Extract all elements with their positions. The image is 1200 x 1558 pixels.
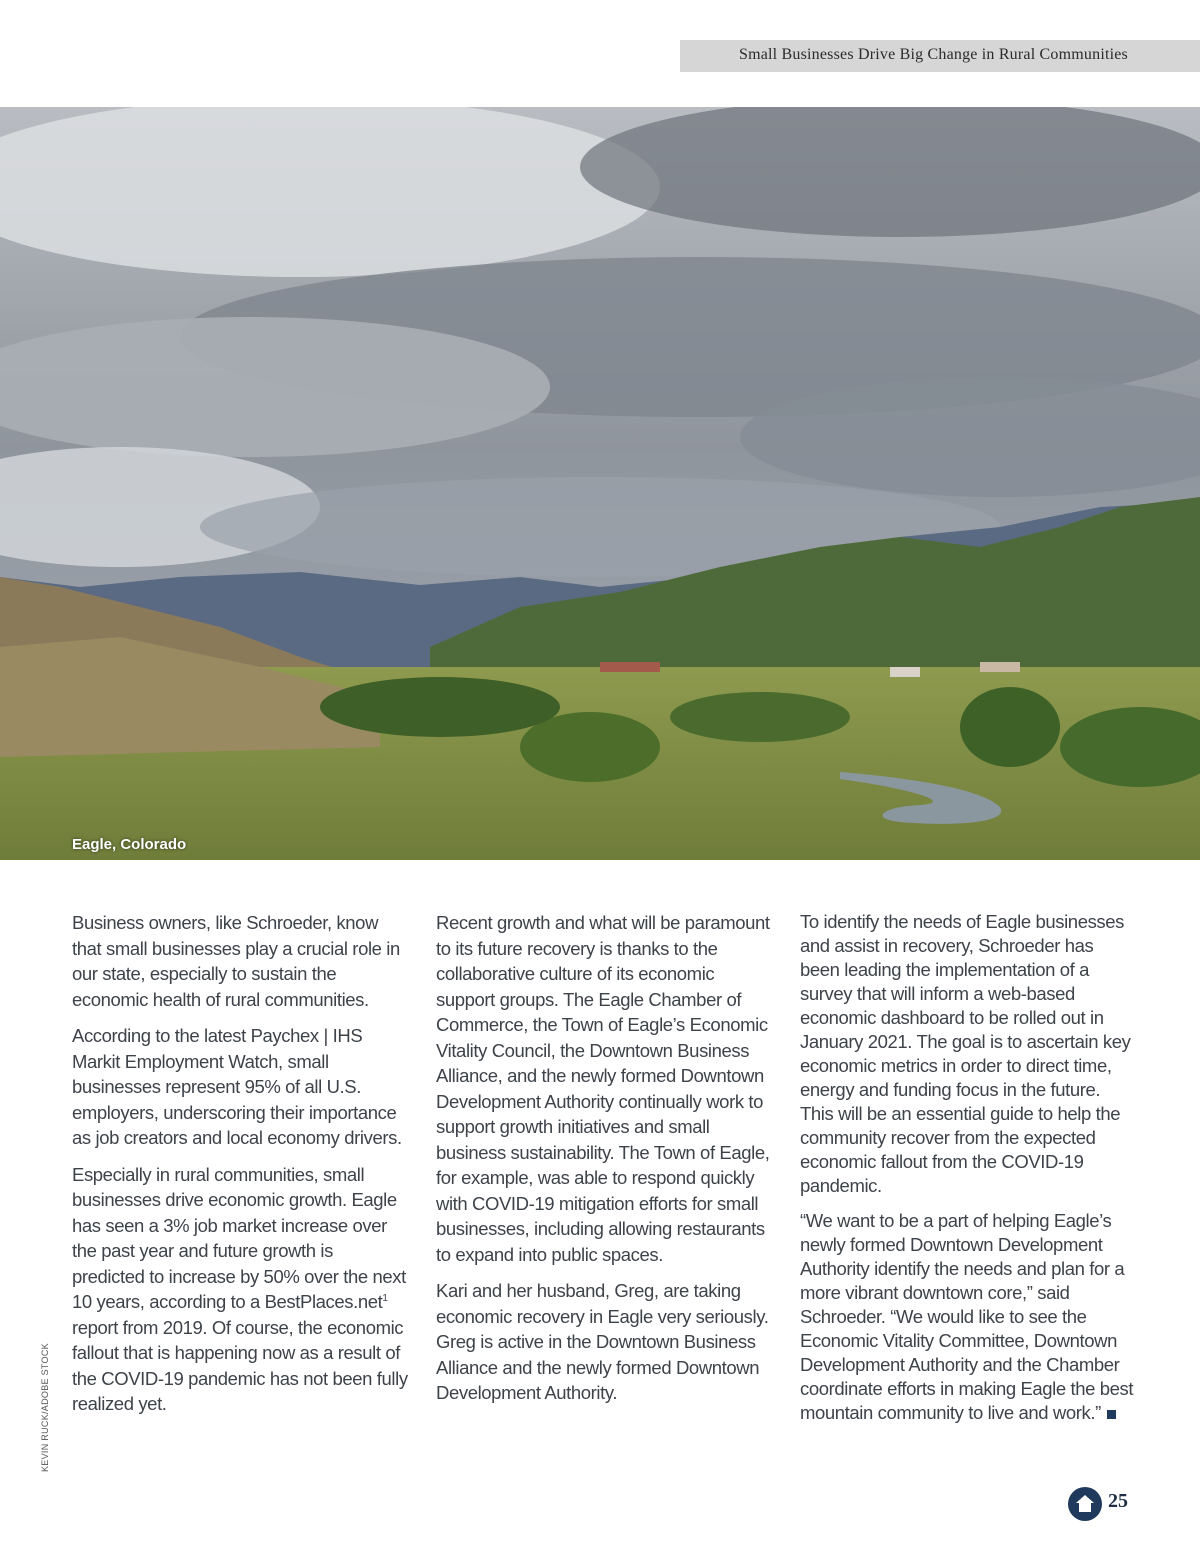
photo-credit: KEVIN RUCK/ADOBE STOCK [40, 1343, 50, 1472]
house-icon [1068, 1487, 1102, 1521]
article-column-1 [72, 910, 408, 1428]
paragraph: Business owners, like Schroeder, know that small businesses play a crucial role in our state, especially to sustain the economic health of rural communities. [72, 912, 400, 1010]
paragraph: To identify the needs of Eagle businesses and assist in recovery, Schroeder has been leading the implementation of a survey that will inform a web-based economic dashboard to be rolled out in January 2021. The goal is to ascertain key economic metrics in order to direct time, energy and funding focus in the future. This will be an essential guide to help the community recover from the expected economic fallout from the COVID-19 pandemic. [800, 911, 1131, 1196]
running-header-title: Small Businesses Drive Big Change in Rural Communities [738, 46, 1128, 63]
paragraph: According to the latest Paychex | IHS Markit Employment Watch, small businesses represent 95% of all U.S. employers, underscoring their importance as job creators and local economy drivers. [72, 1025, 402, 1148]
paragraph: Kari and her husband, Greg, are taking economic recovery in Eagle very seriously. Greg is active in the Downtown Business Alliance and the newly formed Downtown Development Authority. [436, 1280, 769, 1403]
paragraph-text: report from 2019. Of course, the economic fallout that is happening now as a result of the COVID-19 pandemic has not been fully realized yet. [72, 1316, 408, 1414]
paragraph: Recent growth and what will be paramount to its future recovery is thanks to the collaborative culture of its economic support groups. The Eagle Chamber of Commerce, the Town of Eagle’s Economic Vitality Council, the Downtown Business Alliance, and the newly formed Downtown Development Authority continually work to support growth initiatives and small business sustainability. The Town of Eagle, for example, was able to respond quickly with COVID-19 mitigation efforts for small businesses, including allowing restaurants to expand into public spaces. [436, 912, 770, 1265]
paragraph [800, 1209, 1136, 1425]
paragraph-text: Especially in rural communities, small businesses drive economic growth. Eagle has seen a 3% job market increase over the past year and future growth is predicted to increase by 50% over the next 10 years, according to a BestPlaces.net [72, 1163, 406, 1312]
article-column-2 [436, 910, 772, 1417]
paragraph-text: “We want to be a part of helping Eagle’s newly formed Downtown Development Authority identify the needs and plan for a more vibrant downtown core,” said Schroeder. “We would like to see the Economic Vitality Committee, Downtown Development Authority and the Chamber coordinate efforts in making Eagle the best mountain community to live and work.” [800, 1210, 1134, 1423]
running-header-bar [680, 40, 1200, 72]
landscape-photo [0, 107, 1200, 860]
paragraph [72, 1162, 408, 1417]
photo-caption: Eagle, Colorado [72, 836, 187, 853]
article-column-3 [800, 910, 1136, 1436]
end-of-article-icon [1107, 1410, 1116, 1419]
page-number: 25 [1108, 1490, 1128, 1512]
footnote-ref: 1 [382, 1292, 388, 1304]
